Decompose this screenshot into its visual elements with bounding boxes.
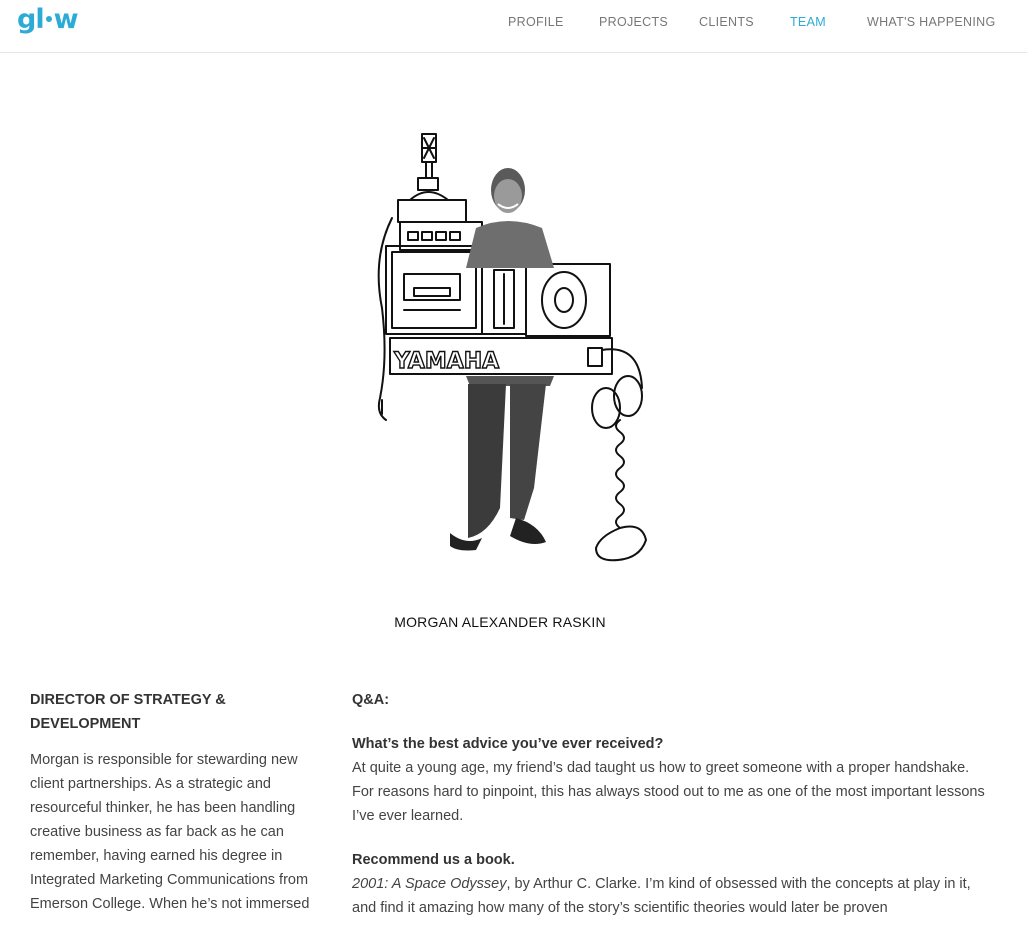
bio-text: Morgan is responsible for stewarding new client partnerships. As a strategic and resourceful thinker, he has been handling creative business as far back as he can remember, having earned his degree in Integrated Marketing Communications from Emerson College. When he’s not immersed [30, 752, 310, 912]
book-description: , by Arthur C. Clarke. I’m kind of obsessed with the concepts at play in it, and find it amazing how many of the story’s scientific theories would later be proven [352, 876, 971, 916]
qa-heading: Q&A: [352, 692, 390, 708]
qa-question-1: What’s the best advice you’ve ever received? [352, 736, 664, 752]
bio-column [30, 688, 330, 916]
team-member-name: MORGAN ALEXANDER RASKIN [394, 614, 606, 630]
nav-profile[interactable]: PROFILE [508, 15, 564, 29]
book-title: 2001: A Space Odyssey [352, 876, 507, 892]
site-header [0, 0, 1027, 53]
glow-logo[interactable] [17, 2, 78, 38]
qa-column [352, 688, 992, 940]
nav-clients[interactable]: CLIENTS [699, 15, 754, 29]
team-member-illustration [370, 128, 660, 588]
logo-dot-icon [46, 16, 52, 22]
yamaha-label: YAMAHA [394, 349, 500, 374]
logo-w: w [53, 4, 78, 35]
role-title: DIRECTOR OF STRATEGY & DEVELOPMENT [30, 692, 226, 732]
nav-whats-happening[interactable]: WHAT'S HAPPENING [867, 15, 996, 29]
nav-team[interactable]: TEAM [790, 15, 826, 29]
qa-question-2: Recommend us a book. [352, 852, 515, 868]
logo-gl: gl [17, 4, 44, 35]
qa-answer-2 [352, 872, 992, 920]
nav-projects[interactable]: PROJECTS [599, 15, 669, 29]
qa-answer-1: At quite a young age, my friend’s dad taught us how to greet someone with a proper handshake. For reasons hard to pinpoint, this has always stood out to me as one of the most important lessons I’ve ever learned. [352, 760, 985, 824]
